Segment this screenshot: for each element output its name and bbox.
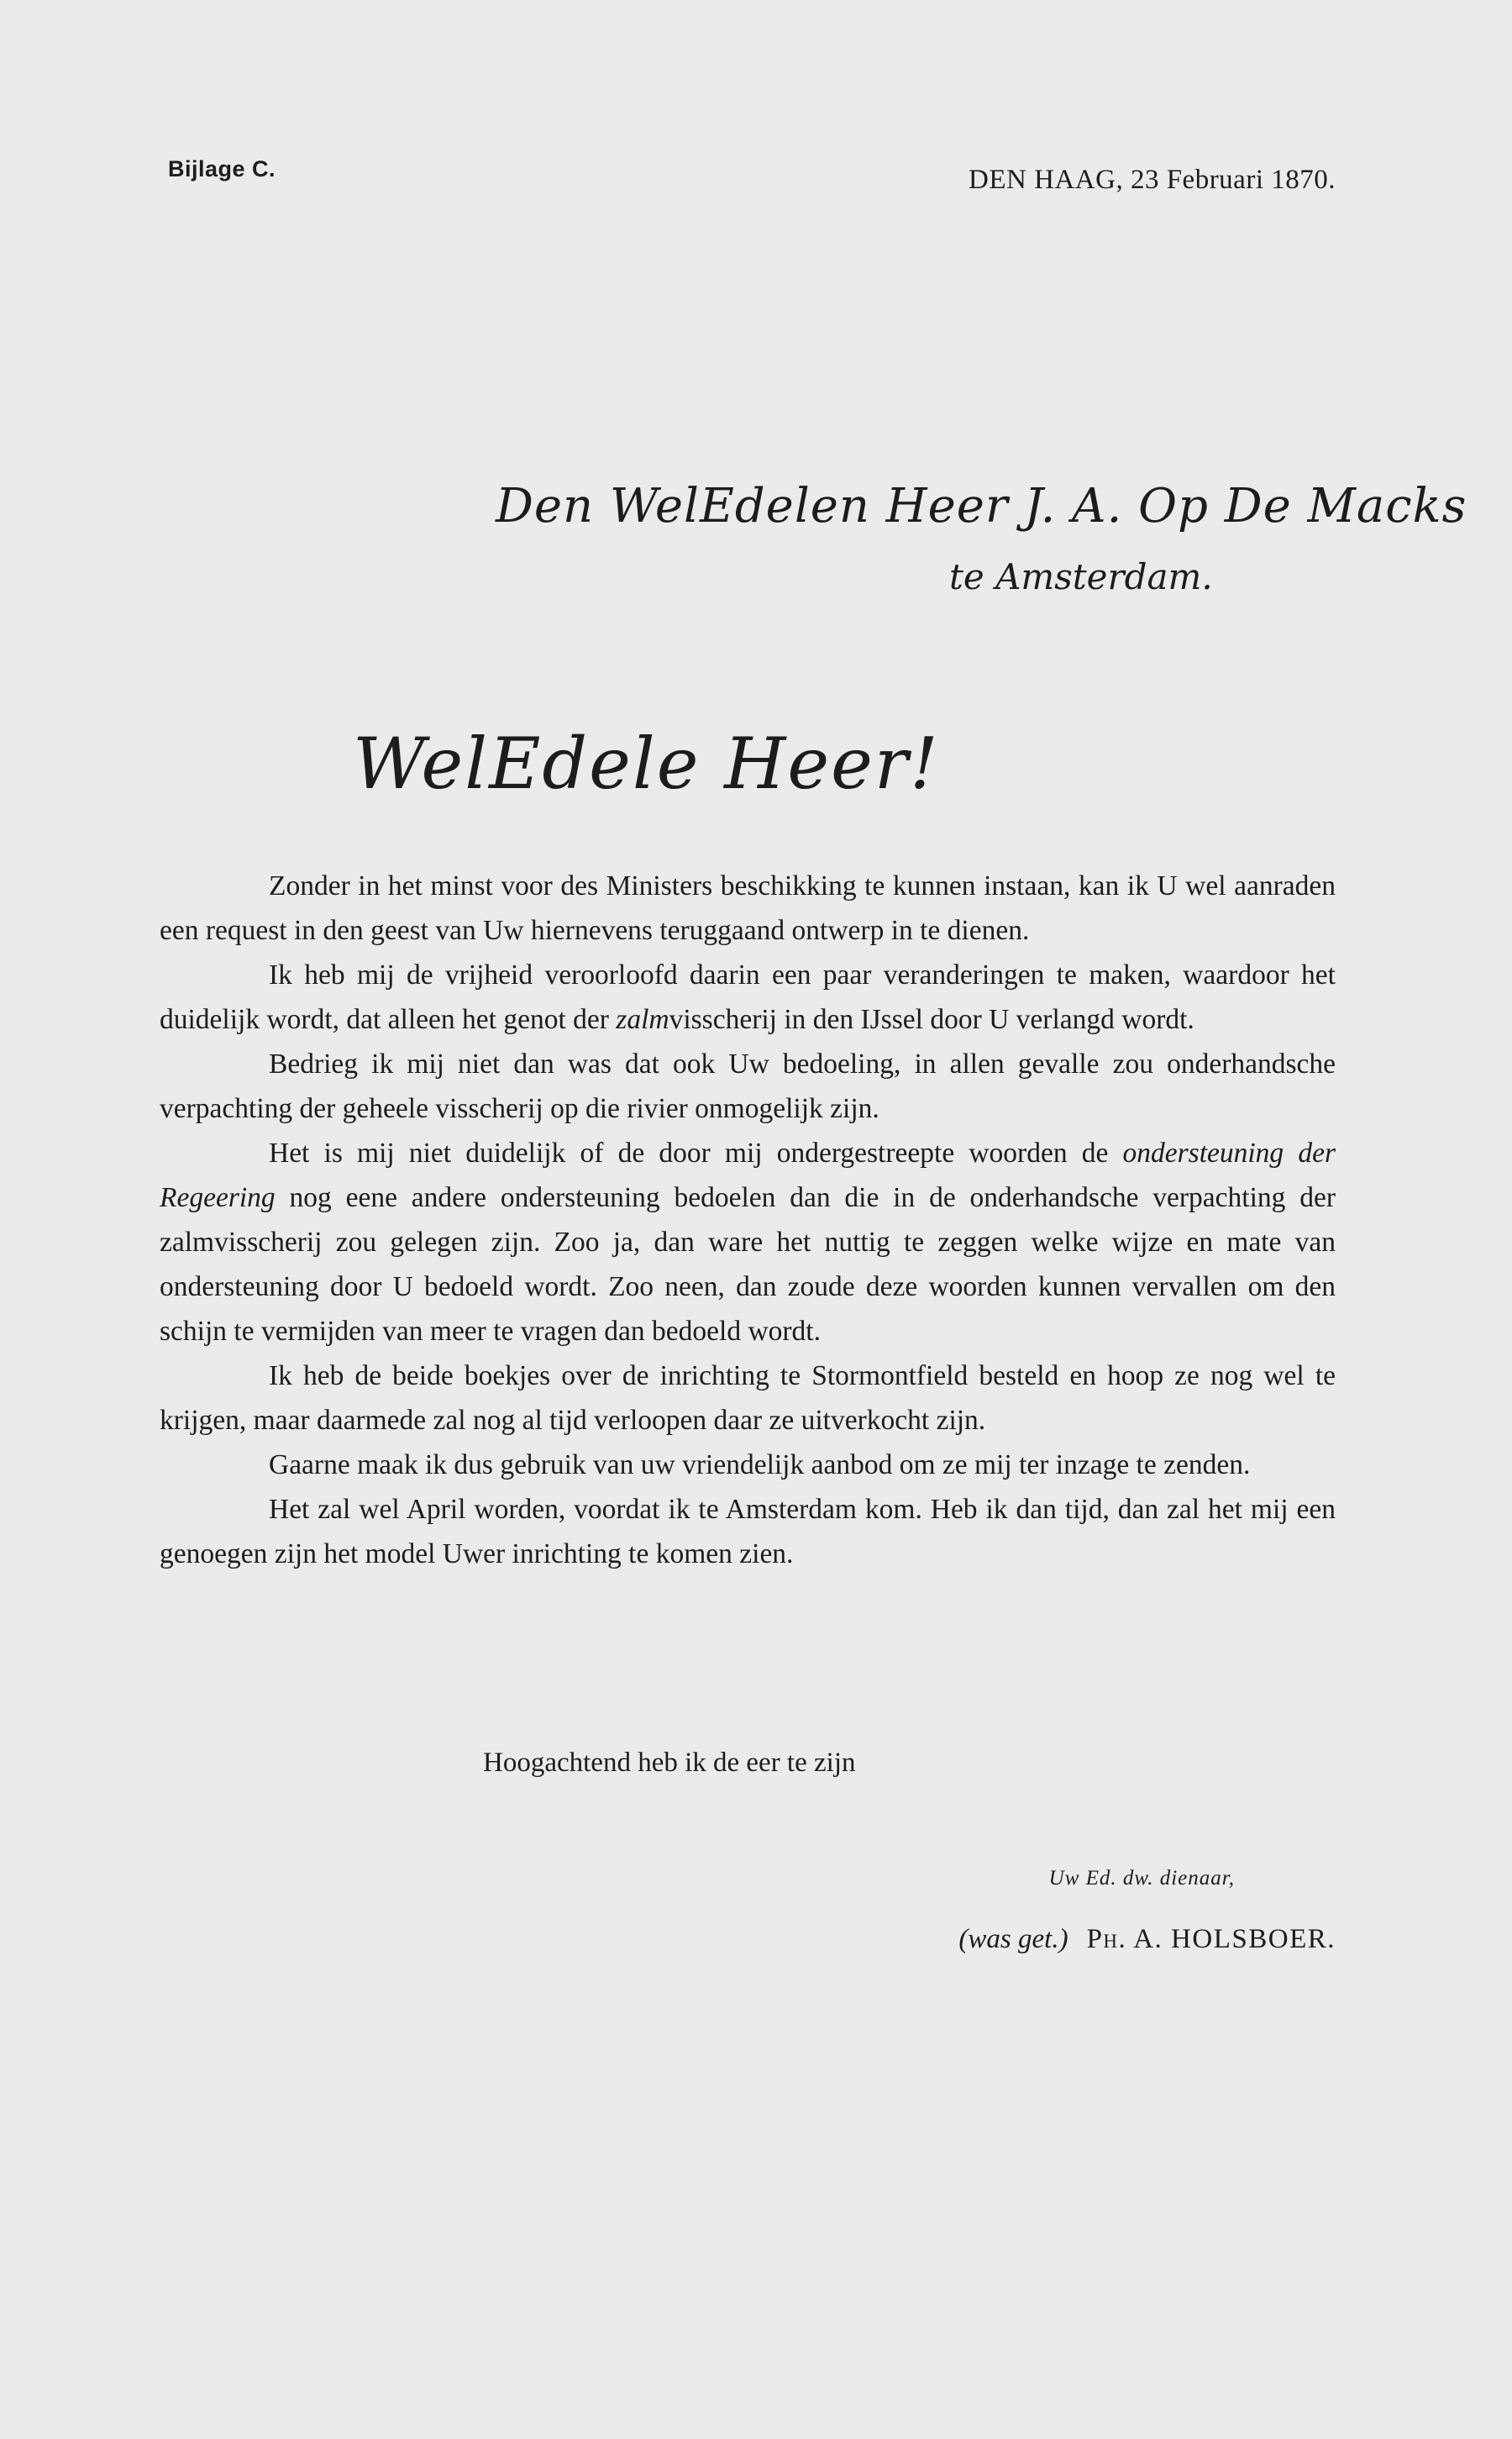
paragraph-text: Bedrieg ik mij niet dan was dat ook Uw bedoeling, in allen gevalle zou onderhandsche verpachting der geheele visscherij op die rivier onmogelijk zijn. <box>160 1049 1336 1124</box>
signature-line <box>958 1924 1336 1955</box>
was-signed-note: (was get.) <box>958 1924 1068 1954</box>
paragraph-2 <box>160 953 1336 1042</box>
paragraph-5 <box>160 1354 1336 1443</box>
emphasized-phrase: ondersteuning der Regeering <box>160 1138 1336 1213</box>
closing-phrase: Hoogachtend heb ik de eer te zijn <box>483 1748 856 1778</box>
paragraph-4 <box>160 1131 1336 1354</box>
paragraph-text: Zonder in het minst voor des Ministers beschikking te kunnen instaan, kan ik U wel aanraden een request in den geest van Uw hiernevens teruggaand ontwerp in te dienen. <box>160 870 1336 946</box>
signatory-name: Ph. A. HOLSBOER. <box>1086 1924 1336 1954</box>
signatory-title: Uw Ed. dw. dienaar, <box>1048 1867 1235 1890</box>
letter-body <box>160 864 1336 1576</box>
paragraph-text: Ik heb mij de vrijheid veroorloofd daarin een paar veranderingen te maken, waardoor het duidelijk wordt, dat alleen het genot der <box>160 959 1336 1035</box>
paragraph-text: Het zal wel April worden, voordat ik te Amsterdam kom. Heb ik dan tijd, dan zal het mij een genoegen zijn het model Uwer inrichting te komen zien. <box>160 1494 1336 1569</box>
paragraph-1 <box>160 864 1336 953</box>
paragraph-text: Gaarne maak ik dus gebruik van uw vriendelijk aanbod om ze mij ter inzage te zenden. <box>269 1449 1251 1480</box>
paragraph-text: Het is mij niet duidelijk of de door mij ondergestreepte woorden de <box>269 1138 1123 1169</box>
salutation: WelEdele Heer! <box>353 723 940 805</box>
emphasized-word: zalm <box>616 1004 669 1035</box>
paragraph-6 <box>160 1443 1336 1487</box>
recipient-city: te Amsterdam. <box>949 556 1213 597</box>
recipient-address: Den WelEdelen Heer J. A. Op De Macks <box>496 479 1467 534</box>
dateline: DEN HAAG, 23 Februari 1870. <box>969 165 1336 195</box>
paragraph-text: nog eene andere ondersteuning bedoelen dan die in de onderhandsche verpachting der zalmvisscherij zou gelegen zijn. Zoo ja, dan ware het nuttig te zeggen welke wijze en mate van ondersteuning door U bedoeld wordt. Zoo neen, dan zoude deze woorden kunnen vervallen om den schijn te vermijden van meer te vragen dan bedoeld wordt. <box>160 1182 1336 1347</box>
paragraph-text: Ik heb de beide boekjes over de inrichting te Stormontfield besteld en hoop ze nog wel te krijgen, maar daarmede zal nog al tijd verloopen daar ze uitverkocht zijn. <box>160 1360 1336 1436</box>
annex-label: Bijlage C. <box>168 156 276 181</box>
paragraph-3 <box>160 1042 1336 1131</box>
paragraph-text: visscherij in den IJssel door U verlangd wordt. <box>669 1004 1194 1035</box>
paragraph-7 <box>160 1487 1336 1576</box>
